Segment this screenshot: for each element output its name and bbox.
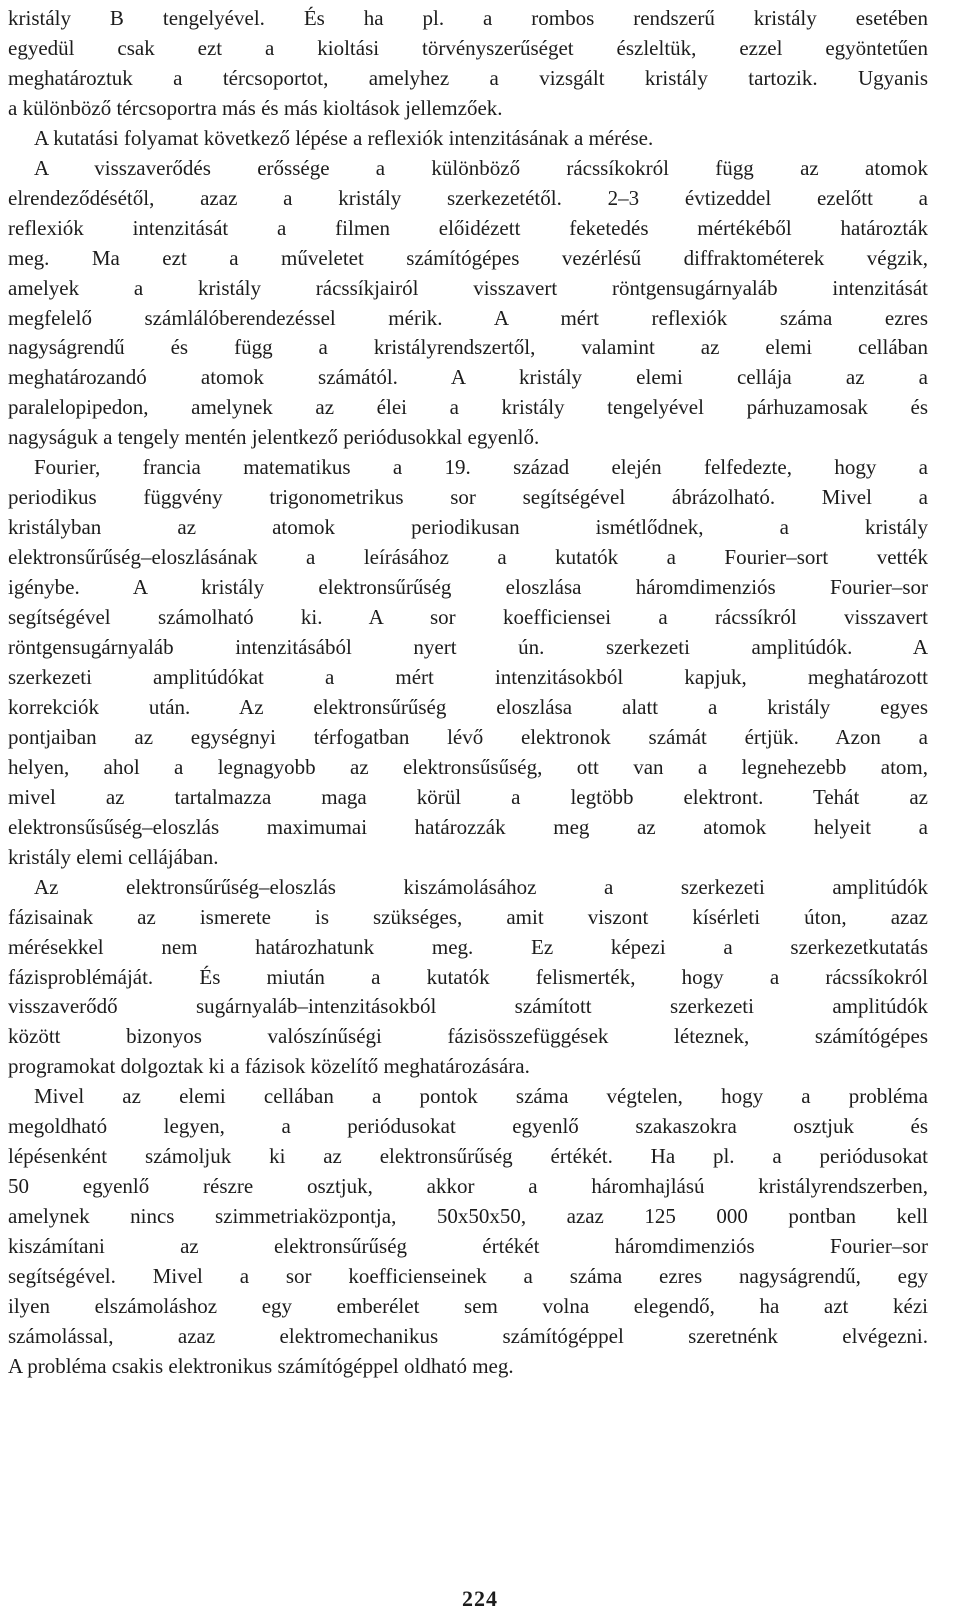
text-line: Mivel az elemi cellában a pontok száma végtelen, hogy a probléma xyxy=(34,1084,928,1109)
text-line: fázisainak az ismerete is szükséges, amit viszont kísérleti úton, azaz xyxy=(8,904,928,929)
text-line: lépésenként számoljuk ki az elektronsűrűség értékét. Ha pl. a periódusokat xyxy=(8,1144,928,1169)
text-line: amelyek a kristály rácssíkjairól visszavert röntgensugárnyaláb intenzitását xyxy=(8,275,928,300)
text-line: számolással, azaz elektromechanikus számítógéppel szeretnénk elvégezni. xyxy=(8,1323,928,1348)
text-line: igénybe. A kristály elektronsűrűség eloszlása háromdimenziós Fourier–sor xyxy=(8,575,928,600)
text-line: kristályban az atomok periodikusan ismétlődnek, a kristály xyxy=(8,515,928,540)
text-line: kiszámítani az elektronsűrűség értékét háromdimenziós Fourier–sor xyxy=(8,1234,928,1259)
text-line: röntgensugárnyaláb intenzitásából nyert ún. szerkezeti amplitúdók. A xyxy=(8,635,928,660)
text-line: mivel az tartalmazza maga körül a legtöbb elektront. Tehát az xyxy=(8,784,928,809)
text-line: egyedül csak ezt a kioltási törvényszerűséget észleltük, ezzel egyöntetűen xyxy=(8,35,928,60)
page-number: 224 xyxy=(462,1586,498,1611)
text-line: pontjaiban az egységnyi térfogatban lévő elektronok számát értjük. Azon a xyxy=(8,724,928,749)
text-line: segítségével. Mivel a sor koefficienseinek a száma ezres nagyságrendű, egy xyxy=(8,1264,928,1289)
text-line: elrendeződésétől, azaz a kristály szerkezetétől. 2–3 évtizeddel ezelőtt a xyxy=(8,185,928,210)
text-line: megoldható legyen, a periódusokat egyenlő szakaszokra osztjuk és xyxy=(8,1114,928,1139)
body-text xyxy=(8,4,928,1382)
text-line: reflexiók intenzitását a filmen előidézett feketedés mértékéből határozták xyxy=(8,215,928,240)
text-line: A visszaverődés erőssége a különböző rácssíkokról függ az atomok xyxy=(34,155,928,180)
text-line: szerkezeti amplitúdókat a mért intenzitásokból kapjuk, meghatározott xyxy=(8,664,928,689)
text-line: Az elektronsűrűség–eloszlás kiszámolásához a szerkezeti amplitúdók xyxy=(34,874,928,899)
text-line: amelynek nincs szimmetriaközpontja, 50x50x50, azaz 125 000 pontban kell xyxy=(8,1204,928,1229)
text-line: elektronsűsűség–eloszlás maximumai határozzák meg az atomok helyeit a xyxy=(8,814,928,839)
text-line: kristály elemi cellájában. xyxy=(8,844,219,869)
text-line: meghatároztuk a tércsoportot, amelyhez a vizsgált kristály tartozik. Ugyanis xyxy=(8,65,928,90)
text-line: fázisproblémáját. És miután a kutatók felismerték, hogy a rácssíkokról xyxy=(8,964,928,989)
text-line: a különböző tércsoportra más és más kioltások jellemzőek. xyxy=(8,95,503,120)
text-line: helyen, ahol a legnagyobb az elektronsűsűség, ott van a legnehezebb atom, xyxy=(8,754,928,779)
text-line: periodikus függvény trigonometrikus sor segítségével ábrázolható. Mivel a xyxy=(8,485,928,510)
text-line: 50 egyenlő részre osztjuk, akkor a háromhajlású kristályrendszerben, xyxy=(8,1174,928,1199)
page-body xyxy=(8,4,928,1382)
text-line: ilyen elszámoláshoz egy emberélet sem volna elegendő, ha azt kézi xyxy=(8,1293,928,1318)
text-line: nagyságrendű és függ a kristályrendszertől, valamint az elemi cellában xyxy=(8,335,928,360)
text-line: programokat dolgoztak ki a fázisok közelítő meghatározására. xyxy=(8,1054,530,1079)
text-line: A probléma csakis elektronikus számítógéppel oldható meg. xyxy=(8,1353,514,1378)
text-line: visszaverődő sugárnyaláb–intenzitásokból számított szerkezeti amplitúdók xyxy=(8,994,928,1019)
text-line: mérésekkel nem határozhatunk meg. Ez képezi a szerkezetkutatás xyxy=(8,934,928,959)
text-line: Fourier, francia matematikus a 19. század elején felfedezte, hogy a xyxy=(34,455,928,480)
text-line: között bizonyos valószínűségi fázisösszefüggések léteznek, számítógépes xyxy=(8,1024,928,1049)
text-line: segítségével számolható ki. A sor koefficiensei a rácssíkról visszavert xyxy=(8,605,928,630)
text-line: korrekciók után. Az elektronsűrűség eloszlása alatt a kristály egyes xyxy=(8,694,928,719)
text-line: meghatározandó atomok számától. A kristály elemi cellája az a xyxy=(8,365,928,390)
text-line: kristály B tengelyével. És ha pl. a rombos rendszerű kristály esetében xyxy=(8,6,928,30)
text-line: elektronsűrűség–eloszlásának a leírásához a kutatók a Fourier–sort vették xyxy=(8,545,928,570)
text-line: meg. Ma ezt a műveletet számítógépes vezérlésű diffraktométerek végzik, xyxy=(8,245,928,270)
text-line: megfelelő számlálóberendezéssel mérik. A mért reflexiók száma ezres xyxy=(8,305,928,330)
text-line: nagyságuk a tengely mentén jelentkező periódusokkal egyenlő. xyxy=(8,425,540,450)
text-line: A kutatási folyamat következő lépése a reflexiók intenzitásának a mérése. xyxy=(34,125,654,150)
text-line: paralelopipedon, amelynek az élei a kristály tengelyével párhuzamosak és xyxy=(8,395,928,420)
